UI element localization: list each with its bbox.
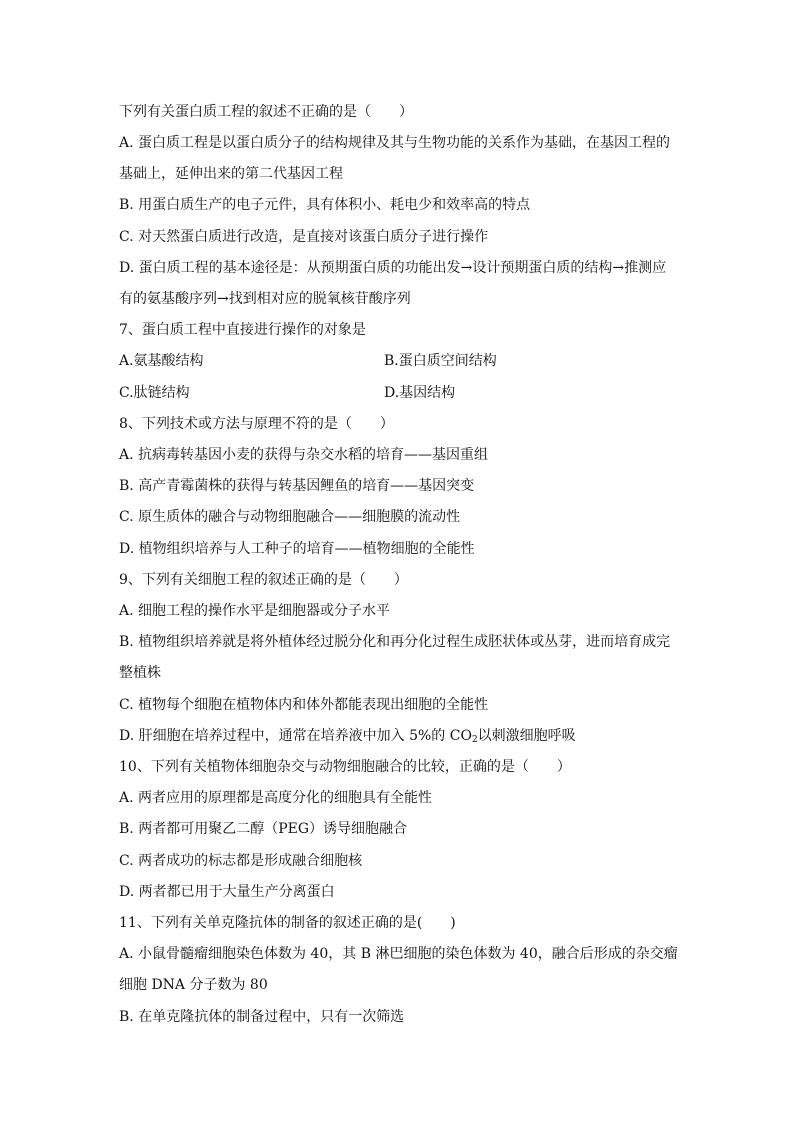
- question-10-stem: 10、下列有关植物体细胞杂交与动物细胞融合的比较，正确的是（ ）: [119, 759, 571, 775]
- question-9-option-b: B. 植物组织培养就是将外植体经过脱分化和再分化过程生成胚状体或丛芽，进而培育成完: [119, 634, 671, 650]
- question-6-stem: 下列有关蛋白质工程的叙述不正确的是（ ）: [119, 104, 413, 120]
- question-9-stem: 9、下列有关细胞工程的叙述正确的是（ ）: [119, 572, 408, 588]
- question-6-option-d-cont: 有的氨基酸序列→找到相对应的脱氧核苷酸序列: [119, 291, 411, 307]
- question-8-stem: 8、下列技术或方法与原理不符的是（ ）: [119, 416, 394, 432]
- question-11-option-a: A. 小鼠骨髓瘤细胞染色体数为 40，其 B 淋巴细胞的染色体数为 40，融合后形成的杂交瘤: [119, 946, 678, 962]
- question-6-option-b: B. 用蛋白质生产的电子元件，具有体积小、耗电少和效率高的特点: [119, 197, 531, 213]
- question-10-option-c: C. 两者成功的标志都是形成融合细胞核: [119, 853, 363, 869]
- question-6-option-a: A. 蛋白质工程是以蛋白质分子的结构规律及其与生物功能的关系作为基础，在基因工程的: [119, 135, 671, 151]
- question-6-option-d: D. 蛋白质工程的基本途径是：从预期蛋白质的功能出发→设计预期蛋白质的结构→推测应: [119, 260, 667, 276]
- question-10-option-a: A. 两者应用的原理都是高度分化的细胞具有全能性: [119, 790, 433, 806]
- question-11-stem: 11、下列有关单克隆抗体的制备的叙述正确的是( ): [119, 915, 456, 931]
- question-9-option-d: [119, 726, 576, 746]
- question-8-option-d: D. 植物组织培养与人工种子的培育——植物细胞的全能性: [119, 541, 475, 557]
- question-9-option-d-text: D. 肝细胞在培养过程中，通常在培养液中加入 5%的 CO: [119, 728, 472, 744]
- question-11-option-a-cont: 细胞 DNA 分子数为 80: [119, 977, 268, 993]
- question-9-option-b-cont: 整植株: [119, 665, 161, 681]
- question-11-option-b: B. 在单克隆抗体的制备过程中，只有一次筛选: [119, 1009, 405, 1025]
- question-8-option-a: A. 抗病毒转基因小麦的获得与杂交水稻的培育——基因重组: [119, 447, 489, 463]
- question-7-stem: 7、蛋白质工程中直接进行操作的对象是: [119, 322, 366, 338]
- question-10-option-d: D. 两者都已用于大量生产分离蛋白: [119, 884, 335, 900]
- question-6-option-a-cont: 基础上，延伸出来的第二代基因工程: [119, 166, 343, 182]
- question-8-option-c: C. 原生质体的融合与动物细胞融合——细胞膜的流动性: [119, 509, 461, 525]
- question-7-option-a: A.氨基酸结构: [119, 353, 204, 369]
- co2-subscript: 2: [471, 735, 478, 745]
- question-8-option-b: B. 高产青霉菌株的获得与转基因鲤鱼的培育——基因突变: [119, 478, 475, 494]
- question-10-option-b: B. 两者都可用聚乙二醇（PEG）诱导细胞融合: [119, 821, 408, 837]
- question-6-option-c: C. 对天然蛋白质进行改造，是直接对该蛋白质分子进行操作: [119, 229, 489, 245]
- question-9-option-d-text-end: 以刺激细胞呼吸: [477, 728, 576, 744]
- question-7-option-b: B.蛋白质空间结构: [384, 353, 497, 369]
- question-9-option-a: A. 细胞工程的操作水平是细胞器或分子水平: [119, 603, 391, 619]
- question-9-option-c: C. 植物每个细胞在植物体内和体外都能表现出细胞的全能性: [119, 697, 489, 713]
- question-7-option-d: D.基因结构: [384, 385, 456, 401]
- question-7-option-c: C.肽链结构: [119, 385, 190, 401]
